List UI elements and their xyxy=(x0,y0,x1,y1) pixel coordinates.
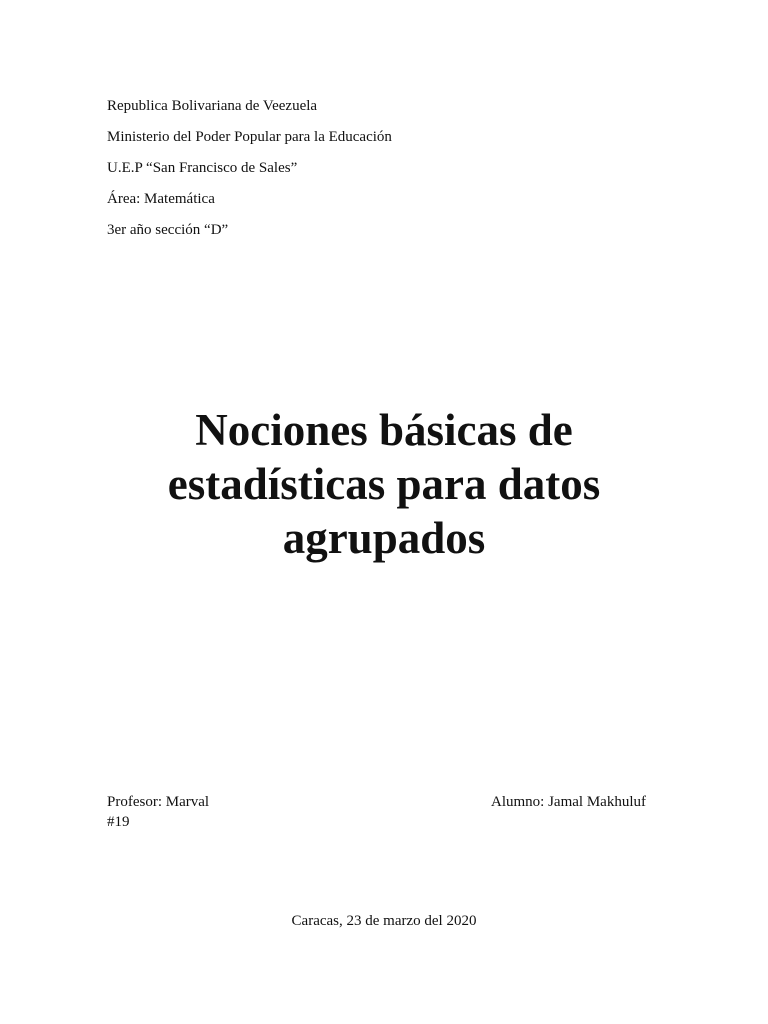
institution-header xyxy=(107,91,667,246)
header-line-school: U.E.P “San Francisco de Sales” xyxy=(107,160,298,176)
student-number: #19 xyxy=(107,814,130,830)
title-line-1: Nociones básicas de xyxy=(195,405,573,455)
header-line-area: Área: Matemática xyxy=(107,191,215,207)
title-line-2: estadísticas para datos xyxy=(167,459,601,509)
student-name: Alumno: Jamal Makhuluf xyxy=(491,794,646,810)
title-line-3: agrupados xyxy=(282,513,486,563)
document-title xyxy=(84,403,684,565)
place-and-date: Caracas, 23 de marzo del 2020 xyxy=(291,913,477,929)
header-line-ministry: Ministerio del Poder Popular para la Educación xyxy=(107,129,392,145)
header-line-country: Republica Bolivariana de Veezuela xyxy=(107,98,318,114)
teacher-name: Profesor: Marval xyxy=(107,794,210,810)
header-line-section: 3er año sección “D” xyxy=(107,222,229,238)
